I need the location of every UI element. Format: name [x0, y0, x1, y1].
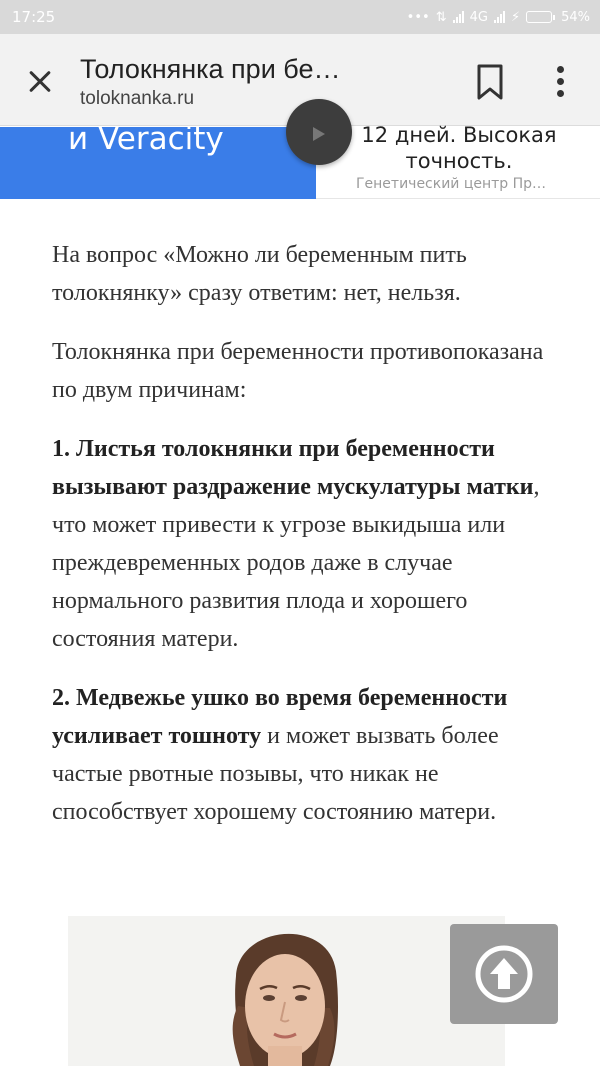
article-paragraph-2: Толокнянка при беременности противопоказана по двум причинам: — [52, 339, 544, 403]
battery-percent: 54% — [561, 9, 590, 25]
article-body — [52, 236, 562, 852]
article-paragraph-3 — [52, 430, 562, 658]
status-bar — [0, 0, 600, 34]
ad-image-text: и Veracity — [68, 127, 224, 157]
paragraph-3-text: , что может привести к угрозе выкидыша или преждевременных родов даже в случае нормального развития плода и хорошего состояния матери. — [52, 474, 540, 652]
ad-banner[interactable] — [0, 123, 600, 199]
status-icons — [407, 10, 590, 25]
ad-image[interactable] — [0, 127, 316, 199]
ad-text-line1: 12 дней. Высокая — [361, 123, 557, 147]
data-transfer-icon: ⇅ — [435, 9, 447, 25]
notification-dots-icon: ••• — [406, 9, 430, 25]
signal-icon — [453, 11, 464, 23]
paragraph-4-bold: 2. Медвежье ушко во время беременности усиливает тошноту — [52, 685, 508, 749]
article-photo — [68, 916, 505, 1066]
article-paragraph-4 — [52, 679, 562, 831]
article-paragraph-1: На вопрос «Можно ли беременным пить толокнянку» сразу ответим: нет, нельзя. — [52, 242, 467, 306]
close-icon[interactable] — [18, 60, 62, 104]
signal-icon-2 — [494, 11, 505, 23]
page-url[interactable]: toloknanka.ru — [80, 88, 195, 109]
paragraph-4-text: и может вызвать более частые рвотные позывы, что никак не способствует хорошему состоянию матери. — [52, 723, 499, 825]
scroll-top-button[interactable] — [450, 924, 558, 1024]
status-time: 17:25 — [12, 8, 56, 26]
arrow-up-circle-icon — [474, 944, 534, 1004]
paragraph-3-bold: 1. Листья толокнянки при беременности вызывают раздражение мускулатуры матки — [52, 436, 534, 500]
more-vert-icon[interactable] — [546, 60, 576, 104]
network-type: 4G — [469, 9, 488, 25]
battery-icon — [526, 11, 555, 23]
charging-icon: ⚡ — [510, 9, 521, 25]
bookmark-icon[interactable] — [474, 62, 506, 102]
page-title: Толокнянка при бе… — [80, 54, 341, 84]
ad-text-line2: точность. — [405, 149, 513, 173]
ad-source[interactable]: Генетический центр Пр… — [356, 176, 547, 192]
